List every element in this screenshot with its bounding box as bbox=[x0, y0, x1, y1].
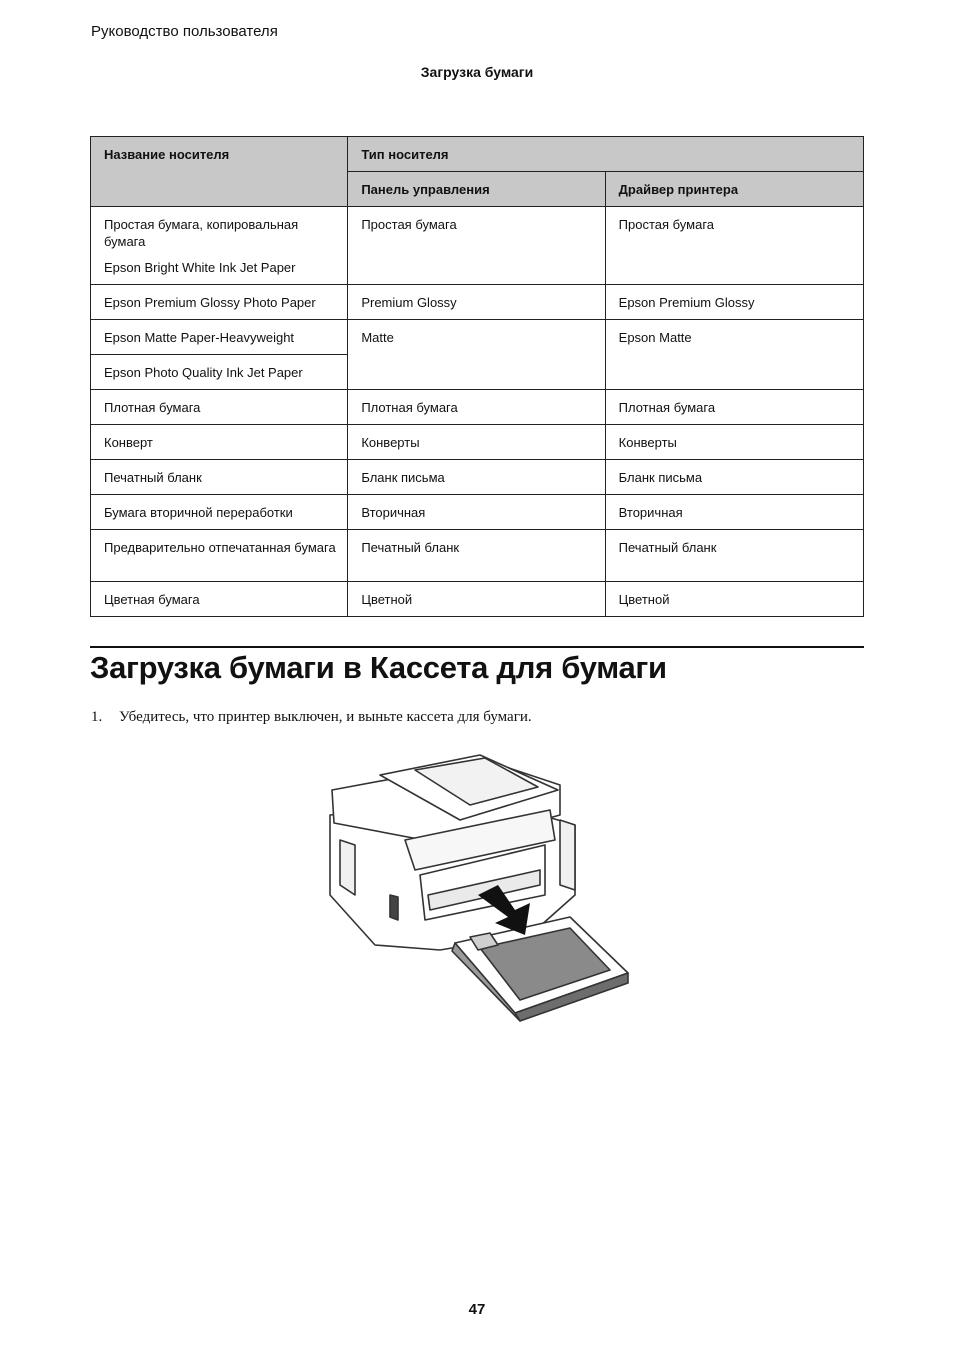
cell-control-panel: Плотная бумага bbox=[348, 390, 605, 425]
header-media-name: Название носителя bbox=[91, 137, 348, 207]
cell-media-name: Предварительно отпечатанная бумага bbox=[91, 530, 348, 582]
step-item bbox=[91, 709, 532, 726]
step-number: 1. bbox=[91, 709, 103, 725]
cell-media-name: Epson Matte Paper-Heavyweight bbox=[91, 320, 348, 355]
side-handle bbox=[340, 840, 355, 895]
cell-text: Epson Bright White Ink Jet Paper bbox=[104, 260, 296, 275]
table-row bbox=[91, 582, 864, 617]
cell-printer-driver: Бланк письма bbox=[605, 460, 863, 495]
table-row bbox=[91, 285, 864, 320]
cell-media-name: Конверт bbox=[91, 425, 348, 460]
section-title: Загрузка бумаги bbox=[420, 64, 534, 80]
cell-media-name: Epson Photo Quality Ink Jet Paper bbox=[91, 355, 348, 390]
table-row bbox=[91, 530, 864, 582]
running-title: Руководство пользователя bbox=[91, 23, 278, 40]
cell-media-name: Плотная бумага bbox=[91, 390, 348, 425]
table-row bbox=[91, 425, 864, 460]
cell-printer-driver: Конверты bbox=[605, 425, 863, 460]
page-number: 47 bbox=[468, 1301, 486, 1318]
table-row bbox=[91, 495, 864, 530]
cell-printer-driver: Epson Premium Glossy bbox=[605, 285, 863, 320]
cell-printer-driver: Epson Matte bbox=[605, 320, 863, 390]
cell-printer-driver: Вторичная bbox=[605, 495, 863, 530]
chapter-rule bbox=[90, 646, 864, 648]
cell-media-name: Бумага вторичной переработки bbox=[91, 495, 348, 530]
printer-cassette-illustration bbox=[320, 745, 640, 1025]
cell-media-name: Цветная бумага bbox=[91, 582, 348, 617]
chapter-title: Загрузка бумаги в Кассета для бумаги bbox=[90, 650, 667, 685]
cell-control-panel: Цветной bbox=[348, 582, 605, 617]
header-control-panel: Панель управления bbox=[348, 172, 605, 207]
table-row bbox=[91, 207, 864, 285]
cell-printer-driver: Простая бумага bbox=[605, 207, 863, 285]
side-panel bbox=[560, 820, 575, 890]
cell-printer-driver: Цветной bbox=[605, 582, 863, 617]
table-header-row bbox=[91, 137, 864, 172]
cell-media-name bbox=[91, 207, 348, 285]
cell-control-panel: Простая бумага bbox=[348, 207, 605, 285]
step-text: Убедитесь, что принтер выключен, и выньте кассета для бумаги. bbox=[119, 709, 532, 725]
media-type-table bbox=[90, 136, 864, 617]
table-row bbox=[91, 390, 864, 425]
cell-media-name: Epson Premium Glossy Photo Paper bbox=[91, 285, 348, 320]
card-slot bbox=[390, 895, 398, 920]
cell-control-panel: Matte bbox=[348, 320, 605, 390]
cell-control-panel: Premium Glossy bbox=[348, 285, 605, 320]
cell-text: Простая бумага, копировальная бумага bbox=[104, 217, 299, 249]
cell-control-panel: Вторичная bbox=[348, 495, 605, 530]
table-row bbox=[91, 320, 864, 355]
header-printer-driver: Драйвер принтера bbox=[605, 172, 863, 207]
cell-control-panel: Бланк письма bbox=[348, 460, 605, 495]
cell-printer-driver: Печатный бланк bbox=[605, 530, 863, 582]
cell-media-name: Печатный бланк bbox=[91, 460, 348, 495]
cell-control-panel: Конверты bbox=[348, 425, 605, 460]
cell-printer-driver: Плотная бумага bbox=[605, 390, 863, 425]
cell-control-panel: Печатный бланк bbox=[348, 530, 605, 582]
table-row bbox=[91, 460, 864, 495]
header-media-type: Тип носителя bbox=[348, 137, 864, 172]
